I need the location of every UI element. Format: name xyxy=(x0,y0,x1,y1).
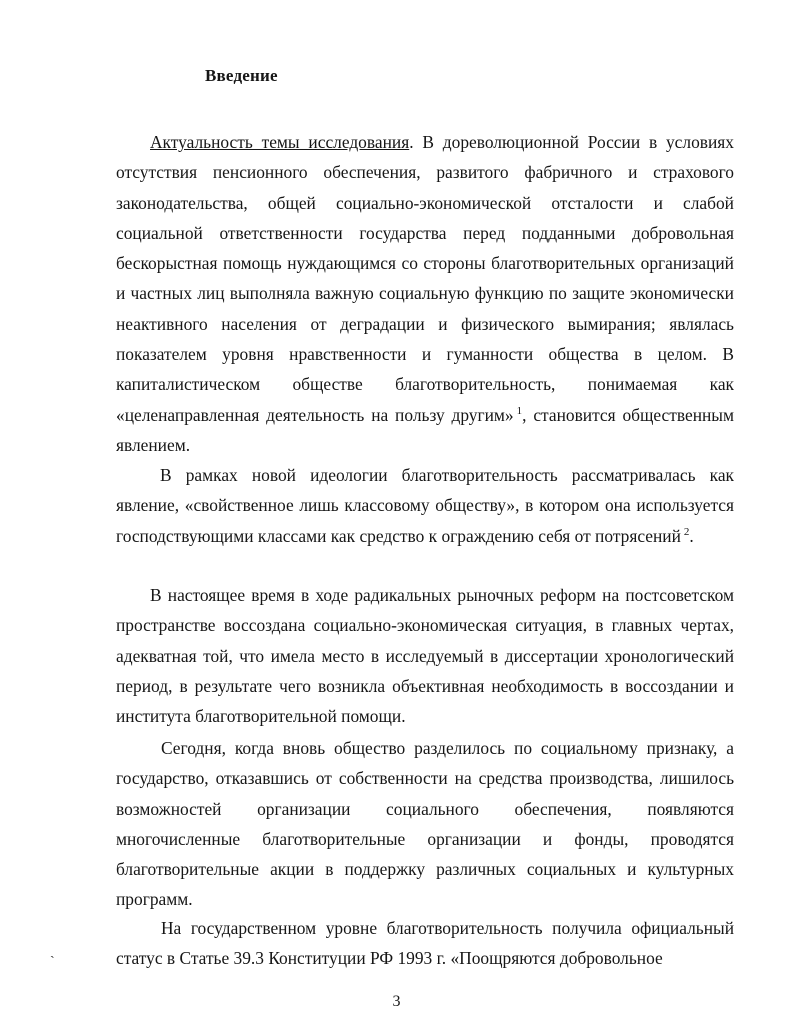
footnote-ref-1: 1 xyxy=(516,404,523,417)
paragraph-state-level: На государственном уровне благотворительность получила официальный статус в Статье 39.3 Конституции РФ 1993 г. «Поощряются добровольное xyxy=(116,918,734,969)
scan-mark: ˏ xyxy=(50,944,55,959)
paragraph-2-tail: . xyxy=(689,525,694,546)
paragraph-ideology xyxy=(116,460,734,551)
page-number: 3 xyxy=(392,993,401,1010)
section-heading: Введение xyxy=(205,66,278,85)
paragraph-2-text: В рамках новой идеологии благотворительность рассматривалась как явление, «свойственное лишь классовому обществу», в котором она используется господствующими классами как средство к ограждению себя от потрясений xyxy=(116,465,734,546)
paragraph-relevance xyxy=(116,127,734,460)
paragraph-today: Сегодня, когда вновь общество разделилось по социальному признаку, а государство, отказавшись от собственности на средства производства, лишилось возможностей организации социального обеспечения, появляются многочисленные благотворительные организации и фонды, проводятся благотворительные акции в поддержку различных социальных и культурных программ. xyxy=(116,738,734,910)
paragraph-present-time: В настоящее время в ходе радикальных рыночных реформ на постсоветском пространстве воссоздана социально-экономическая ситуация, в главных чертах, адекватная той, что имела место в исследуемый в диссертации хронологический период, в результате чего возникла объективная необходимость в воссоздании и института благотворительной помощи. xyxy=(116,585,734,727)
paragraph-1-text: . В дореволюционной России в условиях отсутствия пенсионного обеспечения, развитого фабричного и страхового законодательства, общей социально-экономической отсталости и слабой социальной ответственности государства перед подданными добровольная бескорыстная помощь нуждающимся со стороны благотворительных организаций и частных лиц выполняла важную социальную функцию по защите экономически неактивного населения от деградации и физического вымирания; являлась показателем уровня нравственности и гуманности общества в целом. В капиталистическом обществе благотворительность, понимаемая как «целенаправленная деятельность на пользу другим» xyxy=(116,132,734,425)
paragraph-1-tail: , становится общественным явлением. xyxy=(116,404,734,455)
relevance-lead: Актуальность темы исследования xyxy=(150,132,410,152)
footnote-ref-2: 2 xyxy=(683,525,690,538)
